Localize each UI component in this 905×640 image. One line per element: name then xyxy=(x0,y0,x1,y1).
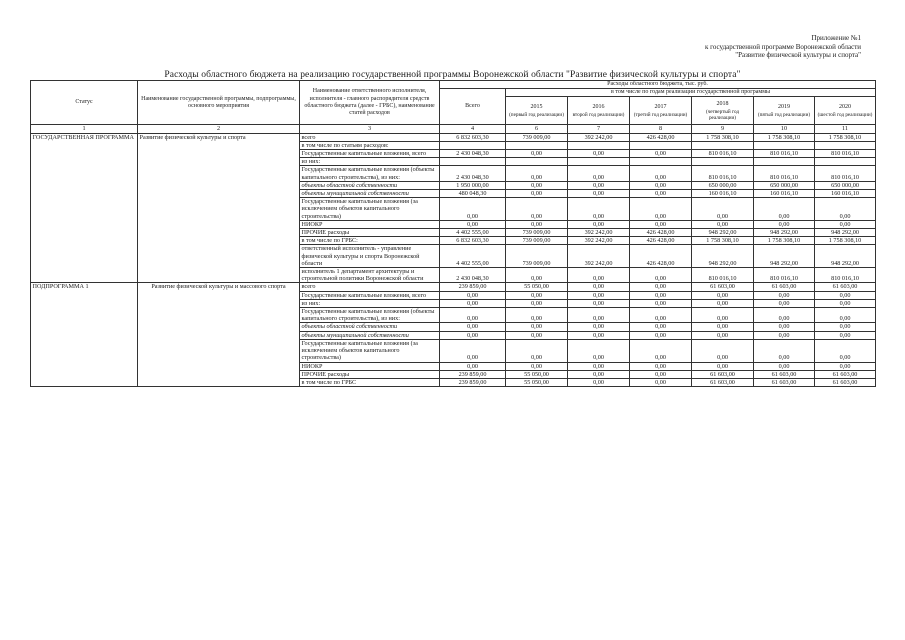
amount-year: 0,00 xyxy=(568,181,630,189)
header-year-2017 xyxy=(630,97,692,125)
amount-year: 0,00 xyxy=(630,323,692,331)
expense-category: Государственные капитальные вложения (объекты капитального строительства), из них: xyxy=(300,308,440,323)
appendix-note xyxy=(601,34,861,60)
amount-year: 55 050,00 xyxy=(506,370,568,378)
amount-total: 2 430 048,30 xyxy=(440,268,506,283)
year-sublabel: (шестой год реализации) xyxy=(817,111,873,118)
amount-year: 0,00 xyxy=(815,291,876,299)
amount-year: 0,00 xyxy=(630,331,692,339)
amount-year: 0,00 xyxy=(506,299,568,307)
amount-year: 1 758 308,10 xyxy=(754,237,815,245)
program-name: Развитие физической культуры и спорта xyxy=(138,133,300,283)
amount-total: 0,00 xyxy=(440,339,506,362)
expense-category: в том числе по ГРБС xyxy=(300,378,440,386)
header-year-2018 xyxy=(692,97,754,125)
amount-total: 0,00 xyxy=(440,198,506,221)
amount-year: 0,00 xyxy=(506,150,568,158)
amount-year: 810 016,10 xyxy=(692,150,754,158)
amount-year: 392 242,00 xyxy=(568,237,630,245)
amount-year: 0,00 xyxy=(568,339,630,362)
header-responsible: Наименование ответственного исполнителя, исполнителя - главного распорядителя средств областного бюджета (далее - ГРБС), наименование статей расходов xyxy=(300,81,440,125)
table-row xyxy=(31,283,876,291)
amount-year: 1 758 308,10 xyxy=(692,237,754,245)
amount-total: 239 859,00 xyxy=(440,283,506,291)
expense-category: Государственные капитальные вложения, всего xyxy=(300,291,440,299)
amount-total: 239 859,00 xyxy=(440,378,506,386)
amount-year: 0,00 xyxy=(815,331,876,339)
amount-year: 0,00 xyxy=(815,362,876,370)
amount-year: 426 428,00 xyxy=(630,245,692,268)
amount-year: 0,00 xyxy=(506,339,568,362)
expense-category: ответственный исполнитель - управление физической культуры и спорта Воронежской области xyxy=(300,245,440,268)
amount-year: 61 603,00 xyxy=(692,378,754,386)
table-row xyxy=(31,133,876,141)
amount-year: 0,00 xyxy=(815,323,876,331)
amount-year xyxy=(692,141,754,149)
amount-year: 0,00 xyxy=(568,190,630,198)
expense-category: ПРОЧИЕ расходы xyxy=(300,370,440,378)
amount-year: 948 292,00 xyxy=(815,229,876,237)
header-status: Статус xyxy=(31,81,138,125)
column-index: 8 xyxy=(630,125,692,133)
year-sublabel: (первый год реализации) xyxy=(509,111,564,118)
year-sublabel: (четвертый год реализации) xyxy=(705,108,740,121)
amount-year: 0,00 xyxy=(754,308,815,323)
amount-year xyxy=(815,158,876,166)
amount-year xyxy=(568,158,630,166)
expense-category: всего xyxy=(300,283,440,291)
amount-year: 0,00 xyxy=(754,299,815,307)
appendix-line: Приложение №1 xyxy=(811,34,861,42)
amount-year: 0,00 xyxy=(506,166,568,181)
amount-year: 0,00 xyxy=(754,339,815,362)
amount-year: 0,00 xyxy=(692,291,754,299)
amount-year: 160 016,10 xyxy=(754,190,815,198)
document-title: Расходы областного бюджета на реализацию государственной программы Воронежской области "Развитие физической культуры и спорта" xyxy=(164,70,741,80)
amount-year: 948 292,00 xyxy=(692,245,754,268)
header-year-2015 xyxy=(506,97,568,125)
expense-category: из них: xyxy=(300,299,440,307)
amount-year: 0,00 xyxy=(754,291,815,299)
amount-year: 0,00 xyxy=(754,220,815,228)
amount-year xyxy=(815,141,876,149)
amount-year: 0,00 xyxy=(754,362,815,370)
header-year-2016 xyxy=(568,97,630,125)
amount-year: 0,00 xyxy=(568,308,630,323)
amount-total xyxy=(440,158,506,166)
year-label: 2016 xyxy=(592,104,605,111)
amount-year: 61 603,00 xyxy=(754,283,815,291)
amount-year: 0,00 xyxy=(568,198,630,221)
amount-year: 0,00 xyxy=(815,299,876,307)
expense-category: исполнитель 1 департамент архитектуры и строительной политики Воронежской области xyxy=(300,268,440,283)
amount-year xyxy=(630,158,692,166)
amount-year: 160 016,10 xyxy=(815,190,876,198)
amount-year xyxy=(630,141,692,149)
amount-year: 0,00 xyxy=(506,308,568,323)
amount-year: 0,00 xyxy=(506,220,568,228)
amount-year: 948 292,00 xyxy=(815,245,876,268)
amount-year: 0,00 xyxy=(506,268,568,283)
amount-year: 0,00 xyxy=(630,166,692,181)
amount-year: 0,00 xyxy=(568,299,630,307)
amount-total: 0,00 xyxy=(440,308,506,323)
header-year-2020 xyxy=(815,97,876,125)
amount-total: 0,00 xyxy=(440,299,506,307)
amount-total: 4 402 555,00 xyxy=(440,245,506,268)
amount-year: 0,00 xyxy=(630,150,692,158)
amount-year: 810 016,10 xyxy=(692,268,754,283)
amount-year: 650 000,00 xyxy=(815,181,876,189)
amount-year: 0,00 xyxy=(630,299,692,307)
amount-year: 392 242,00 xyxy=(568,229,630,237)
amount-year: 0,00 xyxy=(815,308,876,323)
amount-year: 61 603,00 xyxy=(815,378,876,386)
amount-year xyxy=(506,158,568,166)
amount-year: 739 009,00 xyxy=(506,245,568,268)
amount-year: 0,00 xyxy=(506,198,568,221)
amount-year: 0,00 xyxy=(568,323,630,331)
expense-category: в том числе по ГРБС: xyxy=(300,237,440,245)
year-sublabel: (пятый год реализации) xyxy=(757,111,811,118)
year-label: 2018 xyxy=(716,101,729,108)
amount-year: 948 292,00 xyxy=(692,229,754,237)
amount-year: 739 009,00 xyxy=(506,229,568,237)
amount-year xyxy=(692,158,754,166)
amount-year: 0,00 xyxy=(815,220,876,228)
year-sublabel: второй год реализации) xyxy=(572,111,625,118)
amount-year: 1 758 308,10 xyxy=(754,133,815,141)
amount-year: 0,00 xyxy=(692,331,754,339)
amount-year: 0,00 xyxy=(754,198,815,221)
amount-year: 55 050,00 xyxy=(506,283,568,291)
amount-year: 0,00 xyxy=(630,339,692,362)
amount-year: 0,00 xyxy=(754,323,815,331)
amount-total: 2 430 048,30 xyxy=(440,150,506,158)
column-index: 6 xyxy=(506,125,568,133)
amount-year: 61 603,00 xyxy=(754,378,815,386)
amount-year: 0,00 xyxy=(568,150,630,158)
year-label: 2019 xyxy=(778,104,790,111)
amount-year: 0,00 xyxy=(568,362,630,370)
amount-year: 0,00 xyxy=(506,331,568,339)
amount-total: 0,00 xyxy=(440,220,506,228)
amount-year: 0,00 xyxy=(815,339,876,362)
amount-total: 0,00 xyxy=(440,291,506,299)
amount-year xyxy=(754,158,815,166)
expense-category: НИОКР xyxy=(300,220,440,228)
amount-total: 6 832 603,30 xyxy=(440,133,506,141)
amount-year: 61 603,00 xyxy=(815,283,876,291)
appendix-line: "Развитие физической культуры и спорта" xyxy=(735,51,861,59)
amount-year: 739 009,00 xyxy=(506,133,568,141)
amount-year: 948 292,00 xyxy=(754,229,815,237)
amount-year: 1 758 308,10 xyxy=(692,133,754,141)
amount-year: 0,00 xyxy=(692,198,754,221)
column-index: 4 xyxy=(440,125,506,133)
amount-total: 0,00 xyxy=(440,323,506,331)
expense-category: объекты областной собственности xyxy=(300,323,440,331)
amount-year: 810 016,10 xyxy=(754,150,815,158)
amount-year: 0,00 xyxy=(506,323,568,331)
amount-year: 0,00 xyxy=(630,283,692,291)
amount-year: 948 292,00 xyxy=(754,245,815,268)
expense-category: из них: xyxy=(300,158,440,166)
amount-year: 55 050,00 xyxy=(506,378,568,386)
amount-year: 61 603,00 xyxy=(692,370,754,378)
column-index: 7 xyxy=(568,125,630,133)
expense-category: объекты областной собственности xyxy=(300,181,440,189)
year-label: 2015 xyxy=(530,104,543,111)
amount-year: 0,00 xyxy=(630,190,692,198)
column-index: 1 xyxy=(31,125,138,133)
amount-total: 239 859,00 xyxy=(440,370,506,378)
amount-year: 392 242,00 xyxy=(568,133,630,141)
amount-year: 61 603,00 xyxy=(692,283,754,291)
budget-table xyxy=(30,80,876,387)
amount-year: 426 428,00 xyxy=(630,229,692,237)
amount-total: 6 832 603,30 xyxy=(440,237,506,245)
header-by-years: в том числе по годам реализации государственной программы xyxy=(506,89,876,97)
amount-year: 61 603,00 xyxy=(754,370,815,378)
column-index: 2 xyxy=(138,125,300,133)
amount-year: 392 242,00 xyxy=(568,245,630,268)
amount-total: 0,00 xyxy=(440,362,506,370)
amount-year: 0,00 xyxy=(568,283,630,291)
header-name: Наименование государственной программы, подпрограммы, основного мероприятия xyxy=(138,81,300,125)
amount-year: 0,00 xyxy=(630,308,692,323)
expense-category: всего xyxy=(300,133,440,141)
expense-category: объекты муниципальной собственности xyxy=(300,331,440,339)
amount-year: 0,00 xyxy=(568,220,630,228)
expense-category: ПРОЧИЕ расходы xyxy=(300,229,440,237)
column-index-row xyxy=(31,125,876,133)
amount-year: 810 016,10 xyxy=(815,268,876,283)
amount-year: 739 009,00 xyxy=(506,237,568,245)
amount-total: 480 048,30 xyxy=(440,190,506,198)
amount-year: 0,00 xyxy=(568,291,630,299)
expense-category: НИОКР xyxy=(300,362,440,370)
amount-year: 0,00 xyxy=(506,190,568,198)
amount-year: 810 016,10 xyxy=(692,166,754,181)
amount-year: 0,00 xyxy=(692,339,754,362)
amount-year: 810 016,10 xyxy=(754,166,815,181)
amount-total: 1 950 000,00 xyxy=(440,181,506,189)
amount-year: 650 000,00 xyxy=(692,181,754,189)
program-name: Развитие физической культуры и массового спорта xyxy=(138,283,300,387)
amount-year: 0,00 xyxy=(630,370,692,378)
amount-year: 160 016,10 xyxy=(692,190,754,198)
amount-year: 0,00 xyxy=(692,323,754,331)
amount-year: 0,00 xyxy=(630,362,692,370)
amount-year xyxy=(754,141,815,149)
amount-year: 0,00 xyxy=(568,370,630,378)
amount-year: 0,00 xyxy=(692,220,754,228)
expense-category: Государственные капитальные вложения, всего xyxy=(300,150,440,158)
amount-year: 0,00 xyxy=(630,268,692,283)
expense-category: Государственные капитальные вложения (за исключением объектов капитального строительства) xyxy=(300,339,440,362)
amount-year: 0,00 xyxy=(506,362,568,370)
amount-year: 0,00 xyxy=(506,291,568,299)
column-index: 10 xyxy=(754,125,815,133)
amount-year: 426 428,00 xyxy=(630,237,692,245)
amount-year: 0,00 xyxy=(692,308,754,323)
expense-category: объекты муниципальной собственности xyxy=(300,190,440,198)
amount-year xyxy=(568,141,630,149)
header-budget-group: Расходы областного бюджета, тыс. руб. xyxy=(440,81,876,89)
header-year-2019 xyxy=(754,97,815,125)
program-status: ГОСУДАРСТВЕННАЯ ПРОГРАММА xyxy=(31,133,138,283)
amount-year: 0,00 xyxy=(815,198,876,221)
amount-year: 0,00 xyxy=(506,181,568,189)
amount-year: 0,00 xyxy=(568,378,630,386)
amount-year: 0,00 xyxy=(692,299,754,307)
expense-category: Государственные капитальные вложения (объекты капитального строительства), из них: xyxy=(300,166,440,181)
amount-year: 810 016,10 xyxy=(754,268,815,283)
amount-year: 1 758 308,10 xyxy=(815,237,876,245)
amount-year: 650 000,00 xyxy=(754,181,815,189)
amount-year: 810 016,10 xyxy=(815,166,876,181)
year-label: 2020 xyxy=(839,104,852,111)
amount-total: 2 430 048,30 xyxy=(440,166,506,181)
amount-year xyxy=(506,141,568,149)
amount-year: 0,00 xyxy=(630,181,692,189)
amount-year: 0,00 xyxy=(568,331,630,339)
amount-year: 61 603,00 xyxy=(815,370,876,378)
amount-year: 0,00 xyxy=(568,166,630,181)
amount-year: 0,00 xyxy=(630,198,692,221)
column-index: 9 xyxy=(692,125,754,133)
amount-year: 0,00 xyxy=(630,220,692,228)
program-status: ПОДПРОГРАММА 1 xyxy=(31,283,138,387)
amount-year: 810 016,10 xyxy=(815,150,876,158)
amount-year: 0,00 xyxy=(630,291,692,299)
amount-total: 0,00 xyxy=(440,331,506,339)
column-index: 11 xyxy=(815,125,876,133)
year-sublabel: (третий год реализации) xyxy=(633,111,688,118)
amount-year: 1 758 308,10 xyxy=(815,133,876,141)
column-index: 3 xyxy=(300,125,440,133)
year-label: 2017 xyxy=(654,104,667,111)
amount-total: 4 402 555,00 xyxy=(440,229,506,237)
amount-year: 0,00 xyxy=(692,362,754,370)
amount-total xyxy=(440,141,506,149)
appendix-line: к государственной программе Воронежской области xyxy=(704,42,861,51)
amount-year: 0,00 xyxy=(630,378,692,386)
amount-year: 0,00 xyxy=(754,331,815,339)
header-total: Всего xyxy=(440,89,506,125)
amount-year: 0,00 xyxy=(568,268,630,283)
expense-category: в том числе по статьям расходов: xyxy=(300,141,440,149)
expense-category: Государственные капитальные вложения (за исключением объектов капитального строительства) xyxy=(300,198,440,221)
amount-year: 426 428,00 xyxy=(630,133,692,141)
